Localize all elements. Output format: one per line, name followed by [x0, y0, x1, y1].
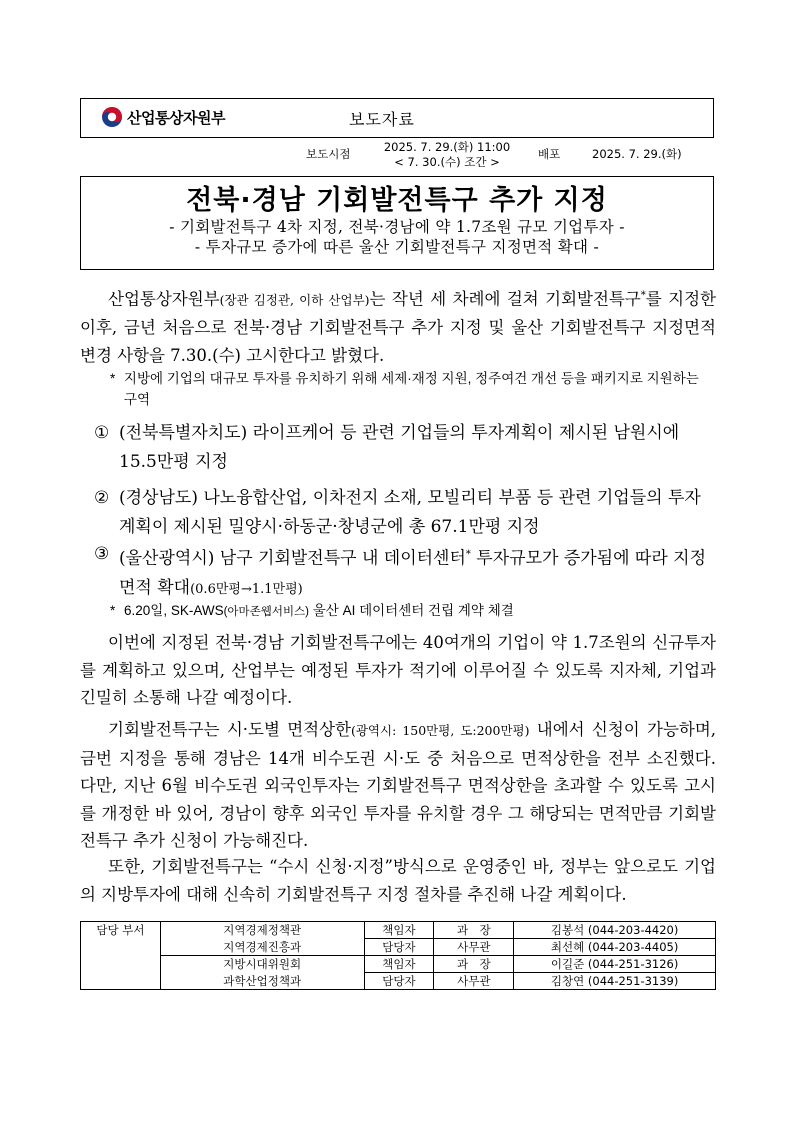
- paragraph-3-note: (광역시: 150만평, 도:200만평): [350, 723, 530, 738]
- subtitle-2: - 투자규모 증가에 따른 울산 기회발전특구 지정면적 확대 -: [194, 238, 600, 256]
- footnote-mark: *: [640, 290, 646, 301]
- footnote-2: [110, 600, 710, 623]
- footnote-2-mark: *: [110, 603, 116, 618]
- list-item-1: [94, 419, 716, 477]
- person-cell: 최선혜 (044-203-4405): [514, 939, 716, 956]
- paragraph-3: [80, 716, 716, 855]
- title-cell: 과 장: [434, 922, 514, 939]
- item-3-text-a: (울산광역시) 남구 기회발전특구 내 데이터센터: [119, 548, 466, 569]
- paragraph-intro: [80, 282, 716, 369]
- distribution-date: 2025. 7. 29.(화): [592, 147, 682, 161]
- item-3-footnote-mark: *: [465, 549, 471, 560]
- role-cell: 담당자: [364, 939, 434, 956]
- role-cell: 책임자: [364, 956, 434, 973]
- footnote-2-text-a: 6.20일, SK-AWS: [124, 603, 224, 618]
- embargo-label: 보도시점: [306, 147, 351, 161]
- subtitle-1: - 기회발전특구 4차 지정, 전북·경남에 약 1.7조원 규모 기업투자 -: [169, 218, 625, 236]
- title-cell: 과 장: [434, 956, 514, 973]
- dept-cell: 지방시대위원회: [160, 956, 364, 973]
- paragraph-4-text: 또한, 기회발전특구는 “수시 신청·지정”방식으로 운영중인 바, 정부는 앞으로도 기업의 지방투자에 대해 신속히 기회발전특구 지정 절차를 추진해 나갈 계획이다.: [80, 857, 716, 904]
- paragraph-3-text-a: 기회발전특구는 시·도별 면적상한: [108, 720, 351, 739]
- person-cell: 김창연 (044-251-3139): [514, 973, 716, 990]
- paragraph-3-text-b: 내에서 신청이 가능하며, 금번 지정을 통해 경남은 14개 비수도권 시·도 중 처음으로 면적상한을 전부 소진했다. 다만, 지난 6월 비수도권 외국인투자는 기회발전특구 면적상한을 초과할 수 있도록 고시를 개정한 바 있어, 경남이 향후 외국인 투자를 유치할 경우 그 해당되는 면적만큼 기회발전특구 추가 신청이 가능해진다.: [80, 720, 717, 850]
- role-cell: 담당자: [364, 973, 434, 990]
- paragraph-2-text: 이번에 지정된 전북·경남 기회발전특구에는 40여개의 기업이 약 1.7조원의 신규투자를 계획하고 있으며, 산업부는 예정된 투자가 적기에 이루어질 수 있도록 지자체, 기업과 긴밀히 소통해 나갈 예정이다.: [80, 633, 716, 707]
- table-row: [81, 956, 716, 973]
- footnote-1-text: 지방에 기업의 대규모 투자를 유치하기 위해 세제·재정 지원, 정주여건 개선 등을 패키지로 지원하는 구역: [123, 371, 699, 407]
- title-box: [80, 176, 714, 270]
- table-row: [81, 973, 716, 990]
- press-header: [80, 98, 714, 138]
- ministry-name: 산업통상자원부: [127, 108, 225, 127]
- table-row: [81, 939, 716, 956]
- title-cell: 사무관: [434, 973, 514, 990]
- footnote-1: [110, 368, 710, 410]
- title-cell: 사무관: [434, 939, 514, 956]
- list-item-3: [94, 540, 716, 604]
- dept-label: 담당 부서: [81, 922, 161, 990]
- paragraph-4: [80, 853, 716, 908]
- item-3-note: (0.6만평→1.1만평): [190, 581, 303, 597]
- item-2-text: (경상남도) 나노융합산업, 이차전지 소재, 모빌리티 부품 등 관련 기업들의 투자계획이 제시된 밀양시·하동군·창녕군에 총 67.1만평 지정: [119, 488, 701, 537]
- contacts-table: [80, 921, 716, 990]
- ministry-logo: [101, 106, 225, 128]
- footnote-1-mark: *: [110, 371, 116, 386]
- role-cell: 책임자: [364, 922, 434, 939]
- item-2-number: ②: [94, 488, 110, 508]
- item-3-number: ③: [94, 544, 110, 564]
- embargo-time: [372, 140, 522, 170]
- taegeuk-icon: [101, 106, 123, 128]
- person-cell: 이길준 (044-251-3126): [514, 956, 716, 973]
- embargo-line-2: < 7. 30.(수) 조간 >: [394, 155, 500, 169]
- embargo-line-1: 2025. 7. 29.(화) 11:00: [383, 140, 511, 154]
- dept-cell: 지역경제정책관: [160, 922, 364, 939]
- distribution-label: 배포: [538, 147, 561, 161]
- intro-text-a: 산업통상자원부: [108, 289, 220, 309]
- item-1-text: (전북특별자치도) 라이프케어 등 관련 기업들의 투자계획이 제시된 남원시에 15.5만평 지정: [119, 423, 680, 472]
- intro-text-b: 는 작년 세 차례에 걸쳐 기회발전특구: [369, 289, 641, 309]
- item-3-text-b: 투자규모가 증가됨에 따라 지정면적 확대: [119, 548, 707, 598]
- intro-note: (장관 김정관, 이하 산업부): [219, 292, 370, 308]
- item-1-number: ①: [94, 423, 110, 443]
- dept-cell: 지역경제진흥과: [160, 939, 364, 956]
- intro-text-c: 를 지정한 이후, 금년 처음으로 전북·경남 기회발전특구 추가 지정 및 울산 기회발전특구 지정면적 변경 사항을 7.30.(수) 고시한다고 밝혔다.: [80, 289, 716, 365]
- doc-type-label: 보도자료: [349, 110, 415, 129]
- dept-cell: 과학산업정책과: [160, 973, 364, 990]
- footnote-2-text-b: 울산 AI 데이터센터 건립 계약 체결: [309, 603, 514, 618]
- footnote-2-note: (아마존웹서비스): [223, 606, 309, 618]
- page-title: 전북·경남 기회발전특구 추가 지정: [186, 185, 608, 216]
- person-cell: 김봉석 (044-203-4420): [514, 922, 716, 939]
- table-row: [81, 922, 716, 939]
- paragraph-2: [80, 629, 716, 712]
- list-item-2: [94, 484, 716, 542]
